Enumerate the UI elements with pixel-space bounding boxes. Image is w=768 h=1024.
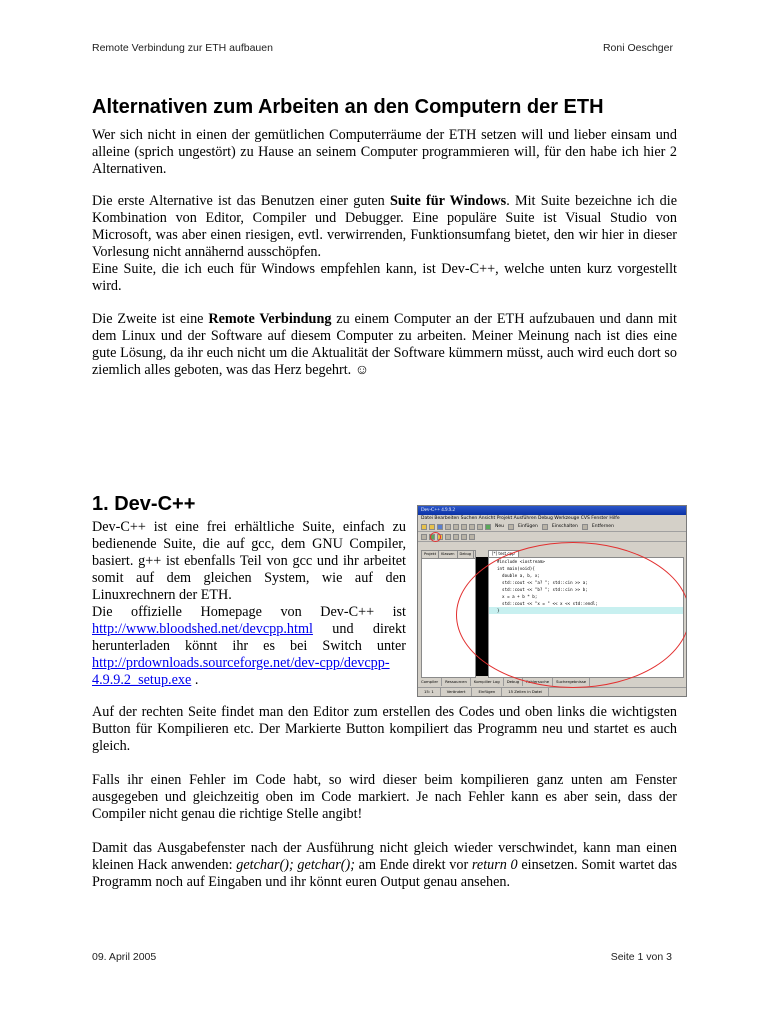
find-icon — [469, 524, 475, 530]
toolbar-label-insert: Einfügen — [518, 524, 538, 529]
redo-icon — [461, 524, 467, 530]
p3-text-c: zu einem Computer an der ETH aufzubauen und dann mit dem Linux und der Software auf diesem Computer zu arbeiten. Meiner Meinung nach ist dies eine gute Lösung, da ihr euch nicht um die Aktualität der Software kümmern müsst, auch wird euch dort so ziemlich alles geboten, was das Herz begehrt. — [92, 311, 678, 378]
open-file-icon — [429, 524, 435, 530]
code-line: #include <iostream> — [497, 559, 545, 564]
bottom-tab-compile-log: Kompilier Log — [471, 678, 504, 686]
code-line: std::cout << "b? "; std::cin >> b; — [497, 587, 588, 592]
bottom-tab-debug: Debug — [504, 678, 524, 686]
print-icon — [445, 524, 451, 530]
p3-emphasis: Remote Verbindung — [208, 311, 332, 327]
screenshot-statusbar — [418, 687, 686, 696]
run-icon — [485, 524, 491, 530]
status-insert: Einfügen — [472, 688, 502, 696]
editor-description-paragraph: Auf der rechten Seite findet man den Editor zum erstellen des Codes und oben links die wichtigsten Button für Kompilieren etc. Der Markierte Button kompiliert das Programm neu und startet es auch gleich. — [92, 704, 677, 754]
header-left: Remote Verbindung zur ETH aufbauen — [92, 42, 273, 54]
status-modified: Verändert — [441, 688, 473, 696]
indent-icon — [542, 524, 548, 530]
screenshot-titlebar: Dev-C++ 4.9.9.2 — [418, 506, 686, 515]
new-file-icon — [421, 524, 427, 530]
highlight-circle-editor — [456, 542, 687, 688]
p2-emphasis: Suite für Windows — [390, 193, 507, 209]
highlight-circle-button — [430, 532, 441, 542]
p6-text-e: einsetzen. Somit wartet das Programm noch auf Eingaben und ihr könnt euren Output genau ansehen. — [92, 857, 677, 890]
project-pane-tabs — [422, 551, 475, 559]
check-icon — [461, 534, 467, 540]
p6-code-return: return 0 — [471, 857, 518, 873]
download-post: . — [191, 672, 199, 688]
tab-classes: Klassen — [439, 551, 457, 558]
error-description-paragraph: Falls ihr einen Fehler im Code habt, so wird dieser beim kompilieren ganz unten am Fenster ausgegeben und gleichzeitig oben im Code markiert. Je nach Fehler kann es aber sein, dass der Compiler nicht genau die richtige Stelle angibt! — [92, 772, 677, 822]
section-title-devcpp: 1. Dev-C++ — [92, 493, 196, 515]
tab-debug: Debug — [458, 551, 475, 558]
code-line: std::cout << "x = " << x << std::endl; — [497, 601, 598, 606]
homepage-pre: Die offizielle Homepage von Dev-C++ ist — [92, 604, 406, 620]
remove-icon — [582, 524, 588, 530]
toolbar-label-remove: Entfernen — [591, 524, 614, 529]
screenshot-menubar: Datei Bearbeiten Suchen Ansicht Projekt Ausführen Debug Werkzeuge CVS Fenster Hilfe — [421, 516, 620, 521]
editor-tab: [*] test.cpp — [488, 550, 519, 558]
status-lines: 15 Zeilen in Datei — [502, 688, 549, 696]
p6-code-getchar: getchar(); getchar(); — [236, 857, 355, 873]
code-line: std::cout << "a? "; std::cin >> a; — [497, 580, 588, 585]
rebuild-icon — [445, 534, 451, 540]
toolbar-label-enable: Einschalten — [551, 524, 578, 529]
p6-text-a: Damit das Ausgabefenster nach der Ausführung nicht gleich wieder verschwindet, kann man einen kleinen Hack anwenden: — [92, 840, 677, 873]
homepage-link[interactable]: http://www.bloodshed.net/devcpp.html — [92, 621, 313, 637]
code-line: x = a + b * b; — [497, 594, 538, 599]
help-icon — [469, 534, 475, 540]
compile-icon — [421, 534, 427, 540]
bottom-tab-resources: Ressourcen — [442, 678, 471, 686]
p2-text-c: . Mit Suite bezeichne ich die Kombination von Editor, Compiler und Debugger. Eine populäre Suite ist Visual Studio von Microsoft, was aber einen riesigen, evtl. verwirrenden, Funktionsumfang bietet, den wir hier in dieser Vorlesung nicht annähernd ausschöpfen. — [92, 193, 677, 260]
debug-icon — [453, 534, 459, 540]
p2-text-d: Eine Suite, die ich euch für Windows empfehlen kann, ist Dev-C++, welche unten kurz vorgestellt wird. — [92, 261, 677, 294]
page-title: Alternativen zum Arbeiten an den Computern der ETH — [92, 96, 604, 118]
code-line: int main(void){ — [497, 566, 535, 571]
p6-text-c: am Ende direkt vor — [354, 857, 472, 873]
replace-icon — [477, 524, 483, 530]
p2-text-a: Die erste Alternative ist das Benutzen einer guten — [92, 193, 391, 209]
homepage-post: und direkt herunterladen könnt ihr es bei Switch unter — [92, 621, 406, 654]
intro-paragraph: Wer sich nicht in einen der gemütlichen Computerräume der ETH setzen will und lieber einsam und alleine (sprich ungestört) zu Hause an seinem Computer programmieren will, für den habe ich hier 2 Alternativen. — [92, 127, 677, 177]
toolbar-label-new: Neu — [495, 524, 504, 529]
header-right: Roni Oeschger — [602, 42, 673, 54]
insert-icon — [508, 524, 514, 530]
alternative-one-paragraph — [92, 193, 677, 295]
alternative-two-paragraph — [92, 311, 677, 379]
smiley-icon: ☺ — [354, 362, 370, 378]
code-line: double a, b, x; — [497, 573, 540, 578]
code-line-highlighted: } — [489, 607, 683, 614]
p3-text-a: Die Zweite ist eine — [92, 311, 209, 327]
bottom-tab-results: Suchergebnisse — [553, 678, 590, 686]
devcpp-screenshot — [417, 505, 687, 697]
download-link[interactable]: http://prdownloads.sourceforge.net/dev-cpp/devcpp-4.9.9.2_setup.exe — [92, 655, 390, 688]
bottom-tab-compiler: Compiler — [418, 678, 442, 686]
footer-date: 09. April 2005 — [92, 951, 157, 963]
devcpp-intro: Dev-C++ ist eine frei erhältliche Suite, einfach zu bedienende Suite, die auf gcc, dem GNU Compiler, basiert. g++ ist ebenfalls Teil von gcc und ihr arbeitet somit auf dem gleichen System, wie auf den Linuxrechnern der ETH. — [92, 519, 406, 603]
undo-icon — [453, 524, 459, 530]
screenshot-toolbar-1 — [418, 522, 686, 532]
save-icon — [437, 524, 443, 530]
bottom-tab-find: Fehlersuche — [523, 678, 553, 686]
hack-paragraph — [92, 840, 677, 891]
devcpp-paragraph — [92, 519, 406, 689]
footer-page-number: Seite 1 von 3 — [610, 951, 672, 963]
screenshot-toolbar-2 — [418, 532, 686, 542]
tab-project: Projekt — [422, 551, 439, 558]
status-position: 15: 1 — [418, 688, 441, 696]
